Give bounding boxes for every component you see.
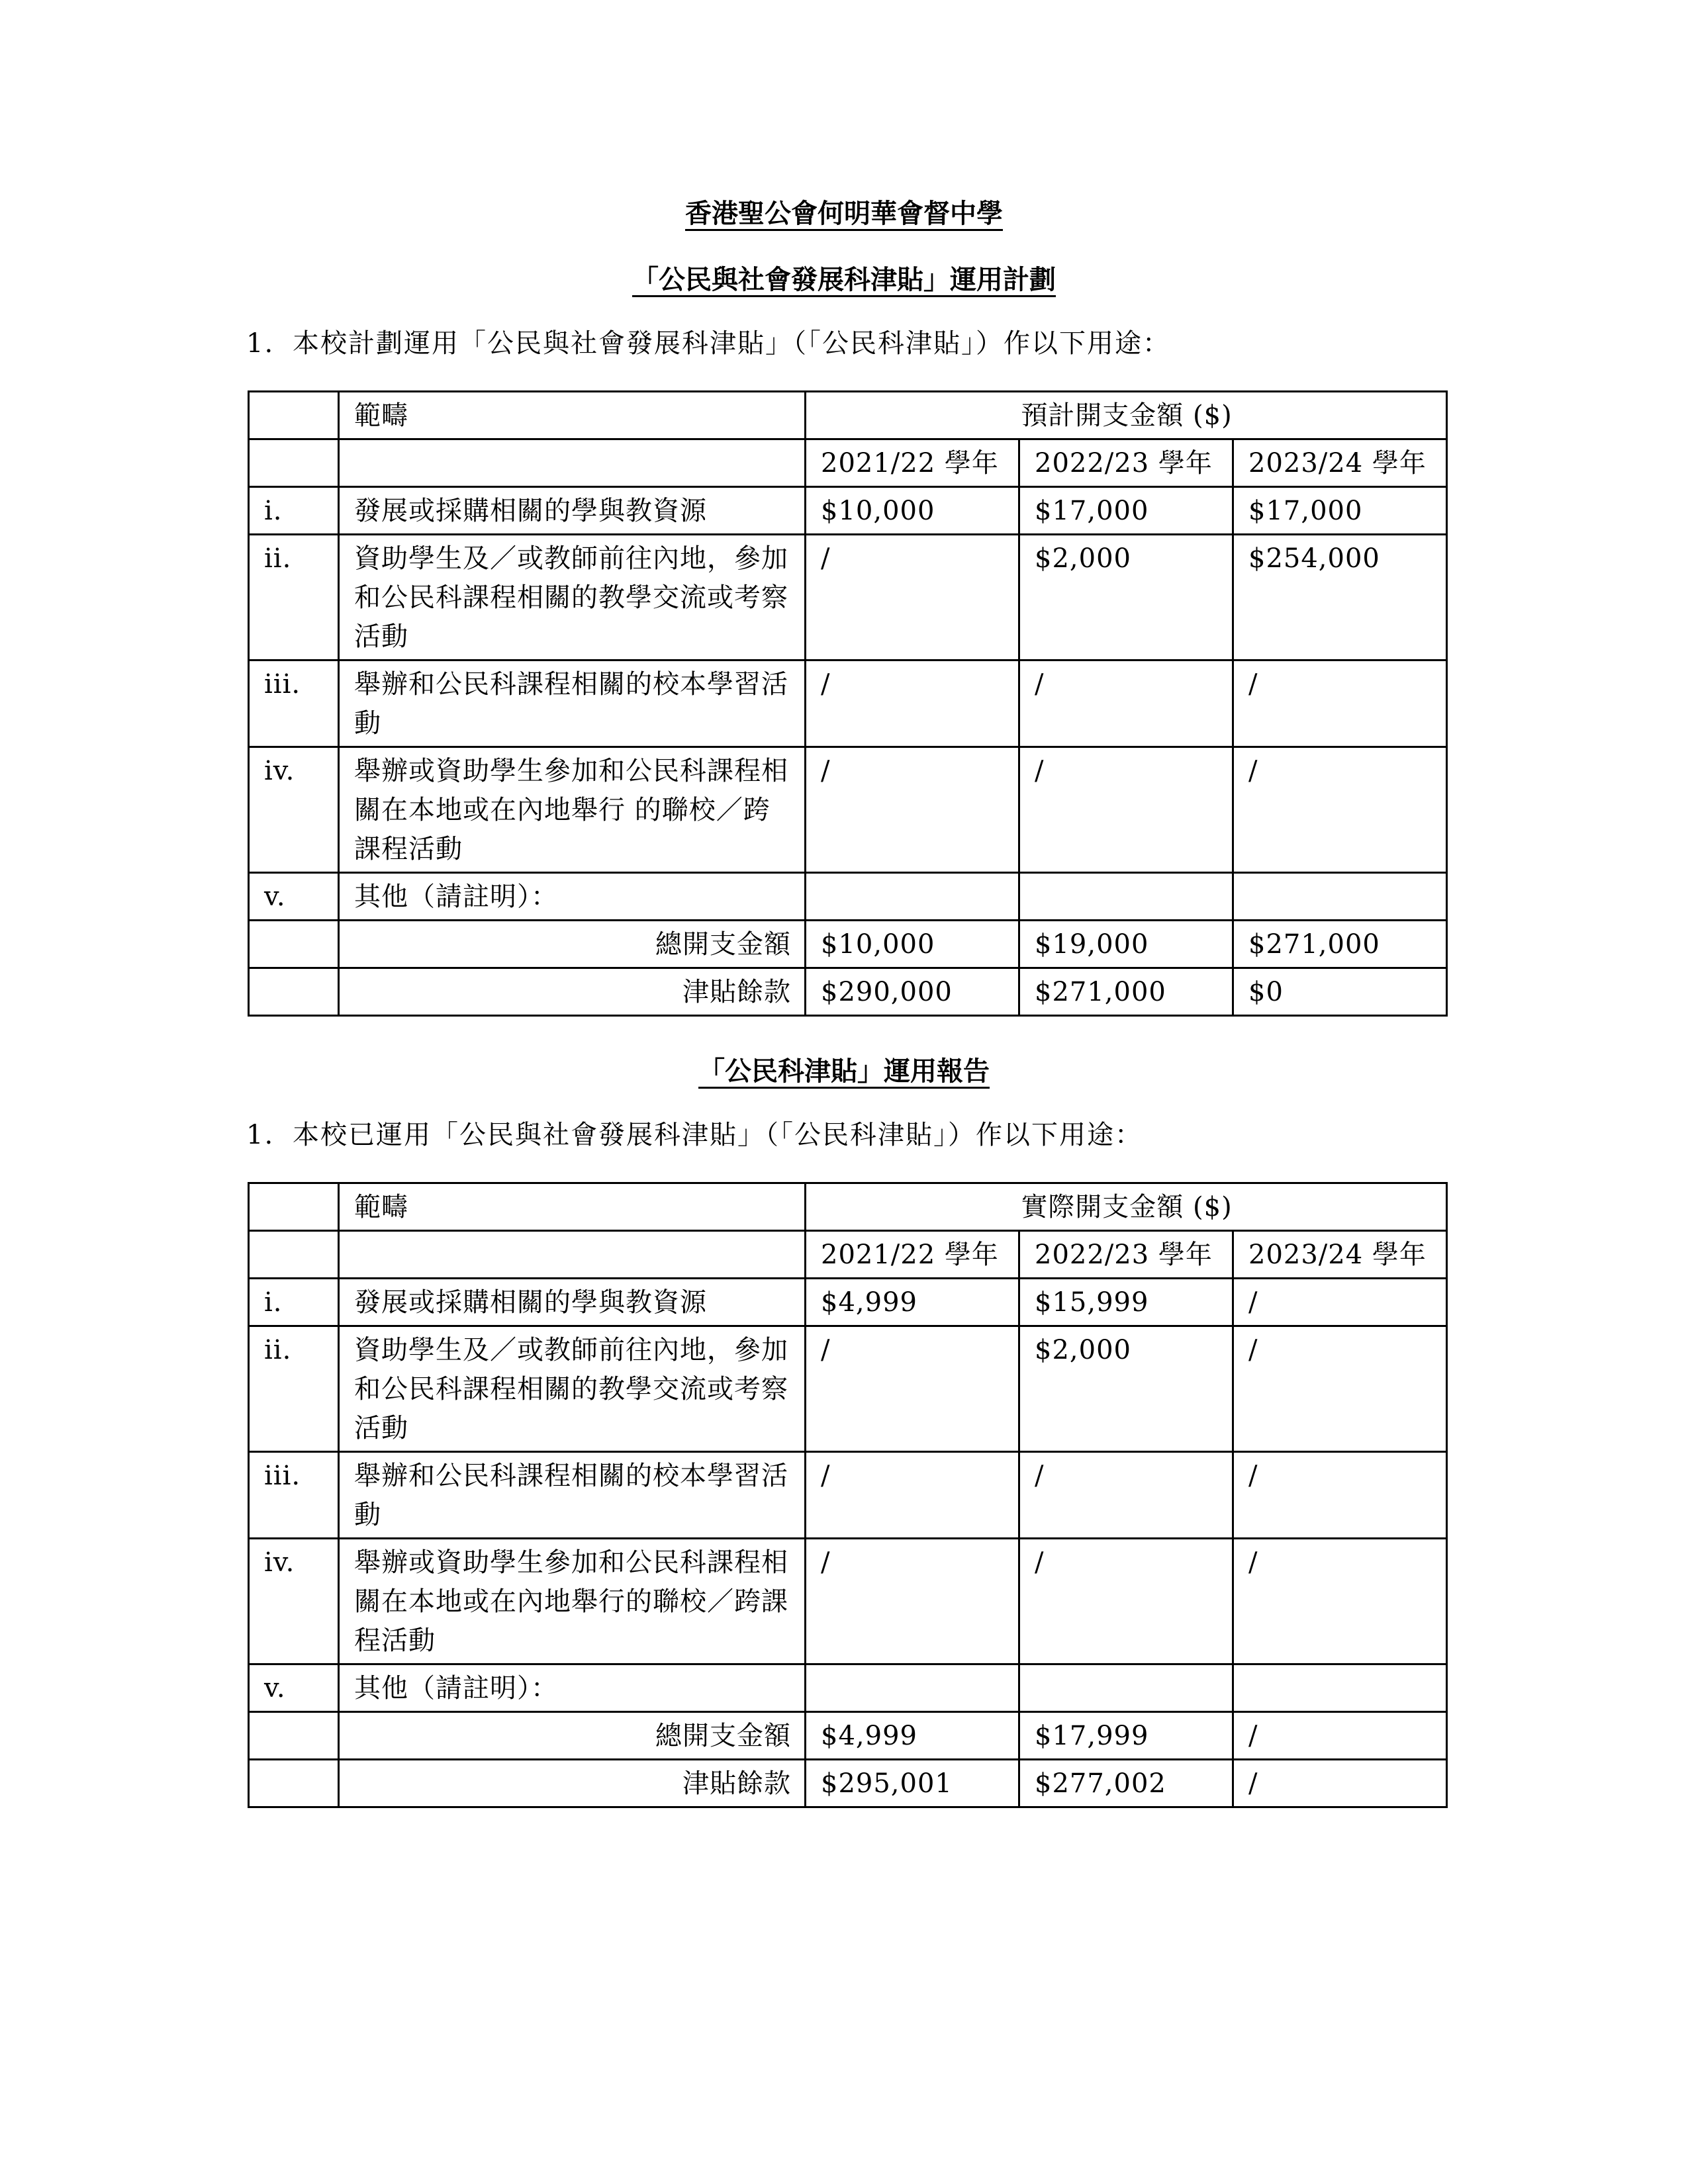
- row-value: /: [1233, 1452, 1447, 1539]
- row-value: $2,000: [1019, 1326, 1233, 1452]
- row-value: /: [1233, 660, 1447, 747]
- year-header-row: [249, 439, 1447, 487]
- row-number: i.: [249, 1279, 339, 1326]
- table-row: [249, 1279, 1447, 1326]
- year-header: 2021/22 學年: [806, 439, 1019, 487]
- row-number: iii.: [249, 1452, 339, 1539]
- school-name: 香港聖公會何明華會督中學: [685, 199, 1003, 229]
- table-row: [249, 1452, 1447, 1539]
- row-value: $17,000: [1233, 487, 1447, 535]
- row-value: /: [1233, 1326, 1447, 1452]
- total-value: $4,999: [806, 1712, 1019, 1760]
- row-number: iv.: [249, 747, 339, 873]
- row-description: 資助學生及／或教師前往內地，參加和公民科課程相關的教學交流或考察活動: [339, 535, 806, 660]
- row-description: 舉辦和公民科課程相關的校本學習活動: [339, 1452, 806, 1539]
- table-row: [249, 1664, 1447, 1712]
- row-number: i.: [249, 487, 339, 535]
- plan-intro: 1. 本校計劃運用「公民與社會發展科津貼」（「公民科津貼」）作以下用途：: [246, 328, 1170, 359]
- row-description: 發展或採購相關的學與教資源: [339, 1279, 806, 1326]
- table-row: [249, 1539, 1447, 1664]
- year-header: 2022/23 學年: [1019, 1231, 1233, 1279]
- row-value: /: [806, 535, 1019, 660]
- row-value: /: [1019, 747, 1233, 873]
- row-description: 舉辦或資助學生參加和公民科課程相關在本地或在內地舉行 的聯校／跨課程活動: [339, 747, 806, 873]
- balance-label: 津貼餘款: [339, 1760, 806, 1807]
- balance-value: $295,001: [806, 1760, 1019, 1807]
- table-row: [249, 535, 1447, 660]
- row-value: $4,999: [806, 1279, 1019, 1326]
- row-value: /: [806, 747, 1019, 873]
- row-number: iii.: [249, 660, 339, 747]
- row-description: 其他（請註明）：: [339, 873, 806, 921]
- table-row: [249, 1326, 1447, 1452]
- row-value: $254,000: [1233, 535, 1447, 660]
- row-value: [1019, 873, 1233, 921]
- year-header-row: [249, 1231, 1447, 1279]
- report-intro: 1. 本校已運用「公民與社會發展科津貼」（「公民科津貼」）作以下用途：: [246, 1120, 1143, 1150]
- total-label: 總開支金額: [339, 1712, 806, 1760]
- report-table: [248, 1182, 1448, 1808]
- row-value: [1019, 1664, 1233, 1712]
- table-header-row: [249, 392, 1447, 439]
- total-value: $271,000: [1233, 921, 1447, 968]
- plan-table: [248, 390, 1448, 1017]
- row-description: 發展或採購相關的學與教資源: [339, 487, 806, 535]
- balance-label: 津貼餘款: [339, 968, 806, 1016]
- row-value: /: [1019, 660, 1233, 747]
- year-header: 2022/23 學年: [1019, 439, 1233, 487]
- row-number: ii.: [249, 1326, 339, 1452]
- row-value: /: [1233, 1539, 1447, 1664]
- balance-row: [249, 1760, 1447, 1807]
- table-row: [249, 873, 1447, 921]
- header-blank: [249, 392, 339, 439]
- year-header: 2021/22 學年: [806, 1231, 1019, 1279]
- balance-value: $0: [1233, 968, 1447, 1016]
- row-value: $15,999: [1019, 1279, 1233, 1326]
- table-row: [249, 660, 1447, 747]
- total-row: [249, 1712, 1447, 1760]
- total-value: $19,000: [1019, 921, 1233, 968]
- row-value: /: [1019, 1539, 1233, 1664]
- table-row: [249, 747, 1447, 873]
- row-value: /: [806, 1539, 1019, 1664]
- header-blank: [249, 1183, 339, 1231]
- scope-header: 範疇: [339, 1183, 806, 1231]
- row-number: v.: [249, 873, 339, 921]
- total-value: /: [1233, 1712, 1447, 1760]
- balance-row: [249, 968, 1447, 1016]
- row-value: /: [1233, 1279, 1447, 1326]
- row-number: iv.: [249, 1539, 339, 1664]
- total-value: $17,999: [1019, 1712, 1233, 1760]
- row-description: 其他（請註明）：: [339, 1664, 806, 1712]
- row-value: $10,000: [806, 487, 1019, 535]
- balance-value: $290,000: [806, 968, 1019, 1016]
- row-number: ii.: [249, 535, 339, 660]
- row-value: [1233, 1664, 1447, 1712]
- amount-header: 實際開支金額 ($): [806, 1183, 1447, 1231]
- row-value: /: [806, 1326, 1019, 1452]
- row-value: [1233, 873, 1447, 921]
- balance-value: $277,002: [1019, 1760, 1233, 1807]
- row-value: /: [806, 1452, 1019, 1539]
- row-description: 資助學生及／或教師前往內地，參加和公民科課程相關的教學交流或考察活動: [339, 1326, 806, 1452]
- amount-header: 預計開支金額 ($): [806, 392, 1447, 439]
- year-header: 2023/24 學年: [1233, 439, 1447, 487]
- row-value: /: [1019, 1452, 1233, 1539]
- balance-value: /: [1233, 1760, 1447, 1807]
- row-value: $17,000: [1019, 487, 1233, 535]
- row-value: $2,000: [1019, 535, 1233, 660]
- scope-header: 範疇: [339, 392, 806, 439]
- row-value: [806, 1664, 1019, 1712]
- year-header: 2023/24 學年: [1233, 1231, 1447, 1279]
- row-value: /: [1233, 747, 1447, 873]
- row-number: v.: [249, 1664, 339, 1712]
- row-description: 舉辦或資助學生參加和公民科課程相關在本地或在內地舉行的聯校／跨課程活動: [339, 1539, 806, 1664]
- row-value: /: [806, 660, 1019, 747]
- total-row: [249, 921, 1447, 968]
- table-header-row: [249, 1183, 1447, 1231]
- report-title: 「公民科津貼」運用報告: [698, 1056, 990, 1087]
- plan-title: 「公民與社會發展科津貼」運用計劃: [632, 265, 1056, 295]
- total-value: $10,000: [806, 921, 1019, 968]
- table-row: [249, 487, 1447, 535]
- total-label: 總開支金額: [339, 921, 806, 968]
- row-description: 舉辦和公民科課程相關的校本學習活動: [339, 660, 806, 747]
- row-value: [806, 873, 1019, 921]
- balance-value: $271,000: [1019, 968, 1233, 1016]
